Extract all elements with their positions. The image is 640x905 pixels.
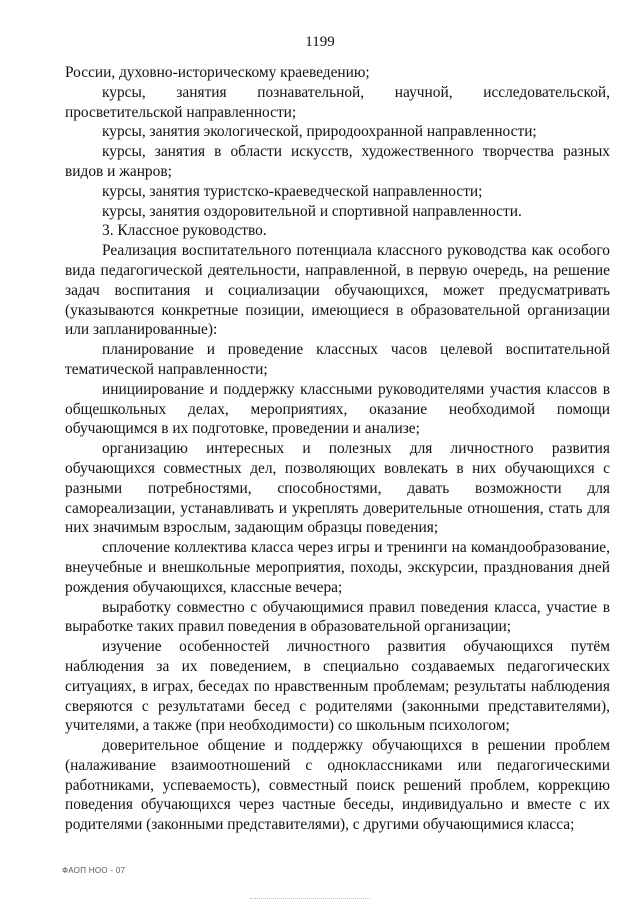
list-item-ecological-courses: курсы, занятия экологической, природоохранной направленности; [102, 123, 537, 141]
list-item-arts-courses: курсы, занятия в области искусств, художественного творчества разных видов и жанров; [65, 143, 610, 180]
list-item-personal-development-study: изучение особенностей личностного развития обучающихся путём наблюдения за их поведением, в специально создаваемых педагогических ситуациях, в играх, беседах по нравственным проблемам; результаты наблюдения сверяются с результатами бесед с родителями (законными представителями), учителями, а также (при необходимости) со школьным психологом; [65, 638, 610, 735]
list-item-tourism-courses: курсы, занятия туристско-краеведческой направленности; [102, 182, 483, 200]
list-item-trust-support: доверительное общение и поддержку обучающихся в решении проблем (налаживание взаимоотношений с одноклассниками или педагогическими работниками, успеваемость), совместный поиск решений проблем, коррекцию поведения обучающихся через частные беседы, индивидуально и вместе с их родителями (законными представителями), с другими обучающимися класса; [65, 737, 610, 834]
paragraph-continuation: России, духовно-историческому краеведению; [65, 64, 370, 81]
list-item-joint-activities: организацию интересных и полезных для личностного развития обучающихся совместных дел, позволяющих вовлекать в них обучающихся с разными потребностями, способностями, давать возможности для самореализации, устанавливать и укреплять доверительные отношения, стать для них значимым взрослым, задающим образцы поведения; [65, 440, 610, 537]
paragraph-intro: Реализация воспитательного потенциала классного руководства как особого вида педагогической деятельности, направленной, в первую очередь, на решение задач воспитания и социализации обучающихся, может предусматривать (указываются конкретные позиции, имеющиеся в образовательной организации или запланированные): [65, 242, 610, 339]
list-item-team-building: сплочение коллектива класса через игры и тренинги на командообразование, внеучебные и внешкольные мероприятия, походы, экскурсии, празднования дней рождения обучающихся, классные вечера; [65, 539, 610, 596]
list-item-sports-courses: курсы, занятия оздоровительной и спортивной направленности. [102, 202, 522, 220]
footer-label: ФАОП НОО - 07 [62, 866, 126, 875]
list-item-initiation: инициирование и поддержку классными руководителями участия классов в общешкольных делах, мероприятиях, оказание необходимой помощи обучающимся в их подготовке, проведении и анализе; [65, 380, 610, 438]
page-number: 1199 [305, 34, 335, 50]
list-item-cognitive-courses: курсы, занятия познавательной, научной, исследовательской, просветительской направленности; [65, 83, 610, 121]
list-item-class-hours: планирование и проведение классных часов целевой воспитательной тематической направленности; [65, 341, 610, 378]
list-item-class-rules: выработку совместно с обучающимися правил поведения класса, участие в выработке таких правил поведения в образовательной организации; [65, 598, 610, 636]
page-body [65, 63, 610, 835]
section-heading-class-management: 3. Классное руководство. [102, 222, 267, 240]
scan-artifact [250, 898, 370, 901]
